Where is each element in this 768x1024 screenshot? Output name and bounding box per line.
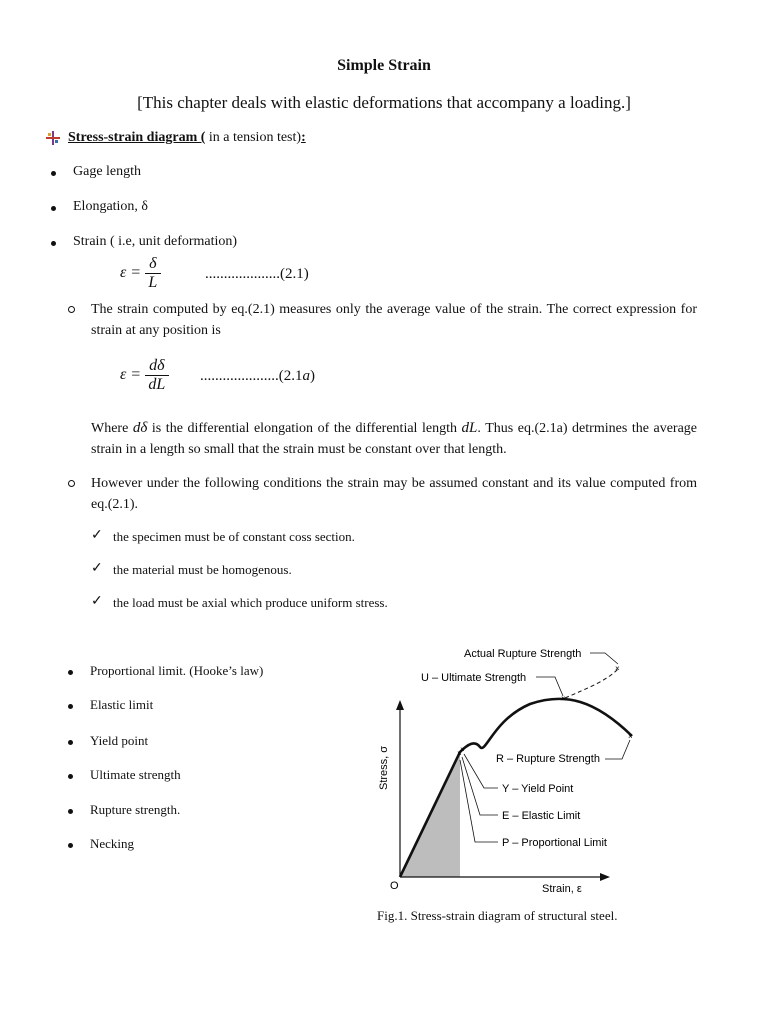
leader-proportional: [460, 760, 498, 842]
where-text-3: . Thus eq.(2.1a) detrmines the average strain in a length so small that the strain must be constant over that length.: [91, 421, 698, 457]
eq2-denominator: dL: [148, 376, 166, 393]
section-heading-colon: :: [301, 130, 306, 145]
eq1-numerator: δ: [145, 255, 160, 274]
bullet-strain: Strain ( i.e, unit deformation): [73, 234, 238, 249]
paragraph-average-strain: The strain computed by eq.(2.1) measures only the average value of the strain. The correct expression for strain at any position is: [91, 302, 697, 338]
bullet-marker: [68, 774, 73, 779]
marker-y: ×: [460, 745, 465, 754]
bullet-marker: [68, 704, 73, 709]
sub-bullet-marker: [68, 306, 75, 313]
section-heading: [68, 130, 306, 146]
label-rupture: R – Rupture Strength: [496, 753, 600, 765]
section-heading-normal: in a tension test): [205, 130, 302, 145]
where-text-2: is the differential elongation of the differential length: [147, 421, 462, 436]
marker-r: ×: [628, 732, 633, 741]
eq2-numerator: dδ: [145, 357, 168, 376]
marker-p: ×: [457, 749, 462, 758]
eq2-label-close: ): [310, 368, 315, 384]
marker-u: ×: [561, 694, 566, 703]
bullet-marker: [51, 241, 56, 246]
section-heading-bold: Stress-strain diagram (: [68, 130, 206, 145]
checkmark-icon: ✓: [91, 594, 103, 609]
label-x-axis: Strain, ε: [542, 883, 582, 895]
bullet-marker: [51, 206, 56, 211]
eq1-lhs: ε =: [120, 264, 142, 282]
bullet-gage-length: Gage length: [73, 164, 142, 179]
leader-actual: [590, 653, 618, 664]
paragraph-where: [91, 418, 697, 460]
condition-item: the specimen must be of constant coss section.: [113, 529, 355, 544]
page-subtitle: [This chapter deals with elastic deformations that accompany a loading.]: [137, 93, 631, 112]
eq2-label: [200, 368, 315, 385]
bullet-elongation: Elongation, δ: [73, 199, 149, 214]
label-yield: Y – Yield Point: [502, 783, 574, 795]
where-text-1: Where: [91, 421, 133, 436]
list-item-necking: Necking: [90, 836, 135, 851]
where-var-dl: dL: [461, 420, 478, 436]
eq1-label: ....................(2.1): [205, 266, 309, 282]
list-item-ultimate: Ultimate strength: [90, 767, 181, 782]
eq1-denominator: L: [148, 274, 158, 291]
equation-2-1a: [120, 357, 169, 394]
label-origin: O: [390, 880, 399, 892]
label-actual-rupture: Actual Rupture Strength: [464, 648, 582, 660]
figure-caption: Fig.1. Stress-strain diagram of structural steel.: [377, 908, 618, 923]
leader-yield: [464, 754, 498, 788]
eq2-label-var: a: [302, 368, 310, 384]
label-elastic: E – Elastic Limit: [502, 810, 581, 822]
label-proportional: P – Proportional Limit: [502, 837, 607, 849]
leader-ultimate: [536, 677, 563, 696]
x-axis-arrow: [600, 873, 610, 881]
checkmark-icon: ✓: [91, 561, 103, 576]
label-ultimate: U – Ultimate Strength: [421, 672, 527, 684]
paragraph-conditions: However under the following conditions the strain may be assumed constant and its value computed from eq.(2.1).: [91, 476, 697, 512]
checkmark-icon: ✓: [91, 528, 103, 543]
y-axis-arrow: [396, 700, 404, 710]
condition-item: the load must be axial which produce uniform stress.: [113, 595, 388, 610]
list-item-proportional: Proportional limit. (Hooke’s law): [90, 663, 264, 678]
equation-2-1: [120, 255, 161, 292]
marker-actual: ×: [615, 664, 620, 673]
leader-rupture: [605, 740, 630, 759]
eq2-label-text: .....................(2.1: [200, 368, 303, 384]
page-title: Simple Strain: [337, 57, 431, 74]
sub-bullet-marker: [68, 480, 75, 487]
list-item-elastic: Elastic limit: [90, 697, 154, 712]
condition-item: the material must be homogenous.: [113, 562, 292, 577]
where-var-ddelta: dδ: [132, 420, 148, 436]
actual-rupture-curve: [565, 668, 619, 698]
bullet-marker: [68, 843, 73, 848]
label-y-axis: Stress, σ: [378, 745, 390, 790]
eq2-lhs: ε =: [120, 366, 142, 384]
bullet-marker: [51, 171, 56, 176]
bullet-marker: [68, 809, 73, 814]
list-item-yield: Yield point: [90, 733, 149, 748]
list-item-rupture: Rupture strength.: [90, 802, 181, 817]
bullet-marker: [68, 740, 73, 745]
stress-strain-diagram: [360, 640, 650, 900]
leader-elastic: [462, 757, 498, 815]
bullet-marker: [68, 670, 73, 675]
section-marker-icon: [46, 131, 60, 145]
